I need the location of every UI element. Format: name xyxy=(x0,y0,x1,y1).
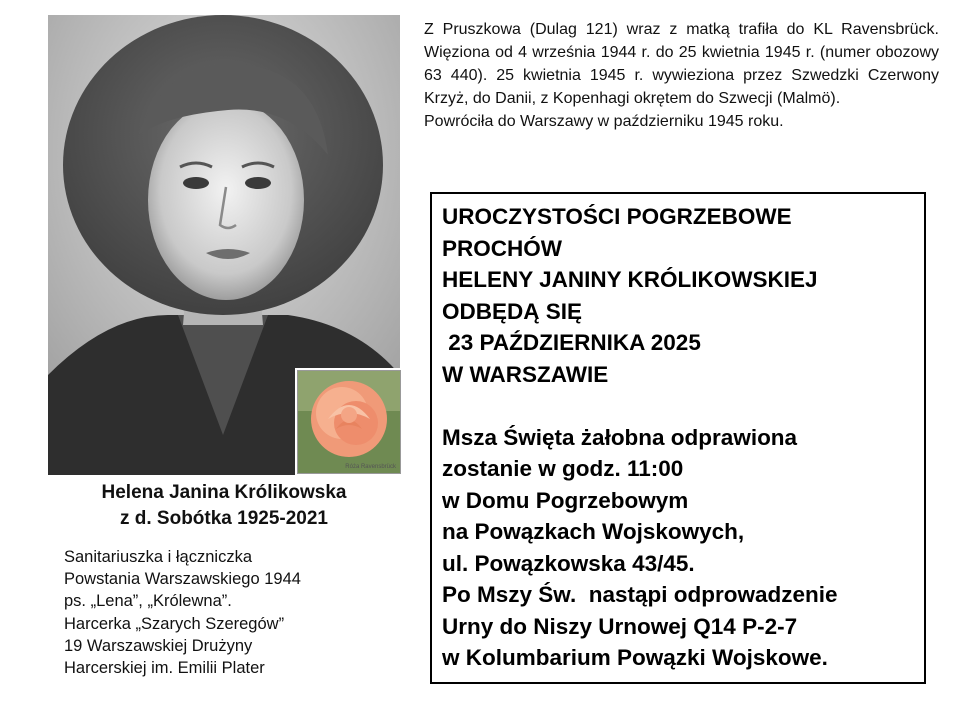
notice-detail-line: zostanie w godz. 11:00 xyxy=(442,456,684,481)
biography xyxy=(64,546,384,679)
rose-caption: Róża Ravensbrück xyxy=(345,464,396,470)
notice-detail-line: w Domu Pogrzebowym xyxy=(442,487,689,513)
funeral-notice-box xyxy=(430,192,926,684)
notice-spacer xyxy=(442,390,916,422)
notice-detail-line: Po Mszy Św. nastąpi odprowadzenie xyxy=(442,582,838,607)
bio-line: Harcerka „Szarych Szeregów” xyxy=(64,614,285,633)
bio-line: Sanitariuszka i łączniczka xyxy=(64,548,252,566)
intro-text: Z Pruszkowa (Dulag 121) wraz z matką trafiła do KL Ravensbrück. Więziona od 4 września 1944 r. do 25 kwietnia 1945 r. (numer obozowy 63 440). 25 kwietnia 1945 r. wywieziona przez Szwedzki Czerwony Krzyż, do Danii, z Kopenhagi okrętem do Szwecji (Malmö). xyxy=(424,21,939,107)
portrait-caption xyxy=(48,480,400,532)
bio-line: ps. „Lena”, „Królewna”. xyxy=(64,592,232,611)
funeral-notice-text xyxy=(442,201,916,674)
intro-return-text: Powróciła do Warszawy w październiku 1945 roku. xyxy=(424,113,784,130)
caption-name: Helena Janina Królikowska xyxy=(101,482,347,503)
intro-paragraph xyxy=(424,18,939,133)
notice-detail-line: Msza Święta żałobna odprawiona xyxy=(442,424,798,450)
notice-heading-line: UROCZYSTOŚCI POGRZEBOWE xyxy=(442,204,792,229)
notice-detail-line: Urny do Niszy Urnowej Q14 P-2-7 xyxy=(442,613,798,639)
bio-line: Harcerskiej im. Emilii Plater xyxy=(64,659,265,678)
notice-date: 23 PAŹDZIERNIKA 2025 xyxy=(442,330,701,355)
notice-heading-line: ODBĘDĄ SIĘ xyxy=(442,298,583,324)
rose-illustration xyxy=(298,371,400,473)
bio-line: 19 Warszawskiej Drużyny xyxy=(64,636,253,655)
caption-dates: z d. Sobótka 1925-2021 xyxy=(119,508,329,529)
rose-image xyxy=(297,370,401,474)
notice-heading-line: W WARSZAWIE xyxy=(442,361,609,387)
notice-heading-line: PROCHÓW xyxy=(442,235,562,261)
bio-line: Powstania Warszawskiego 1944 xyxy=(64,570,301,589)
notice-detail-line: w Kolumbarium Powązki Wojskowe. xyxy=(442,645,828,670)
notice-heading-line: HELENY JANINY KRÓLIKOWSKIEJ xyxy=(442,267,818,292)
notice-detail-line: na Powązkach Wojskowych, xyxy=(442,519,745,544)
notice-detail-line: ul. Powązkowska 43/45. xyxy=(442,550,695,576)
